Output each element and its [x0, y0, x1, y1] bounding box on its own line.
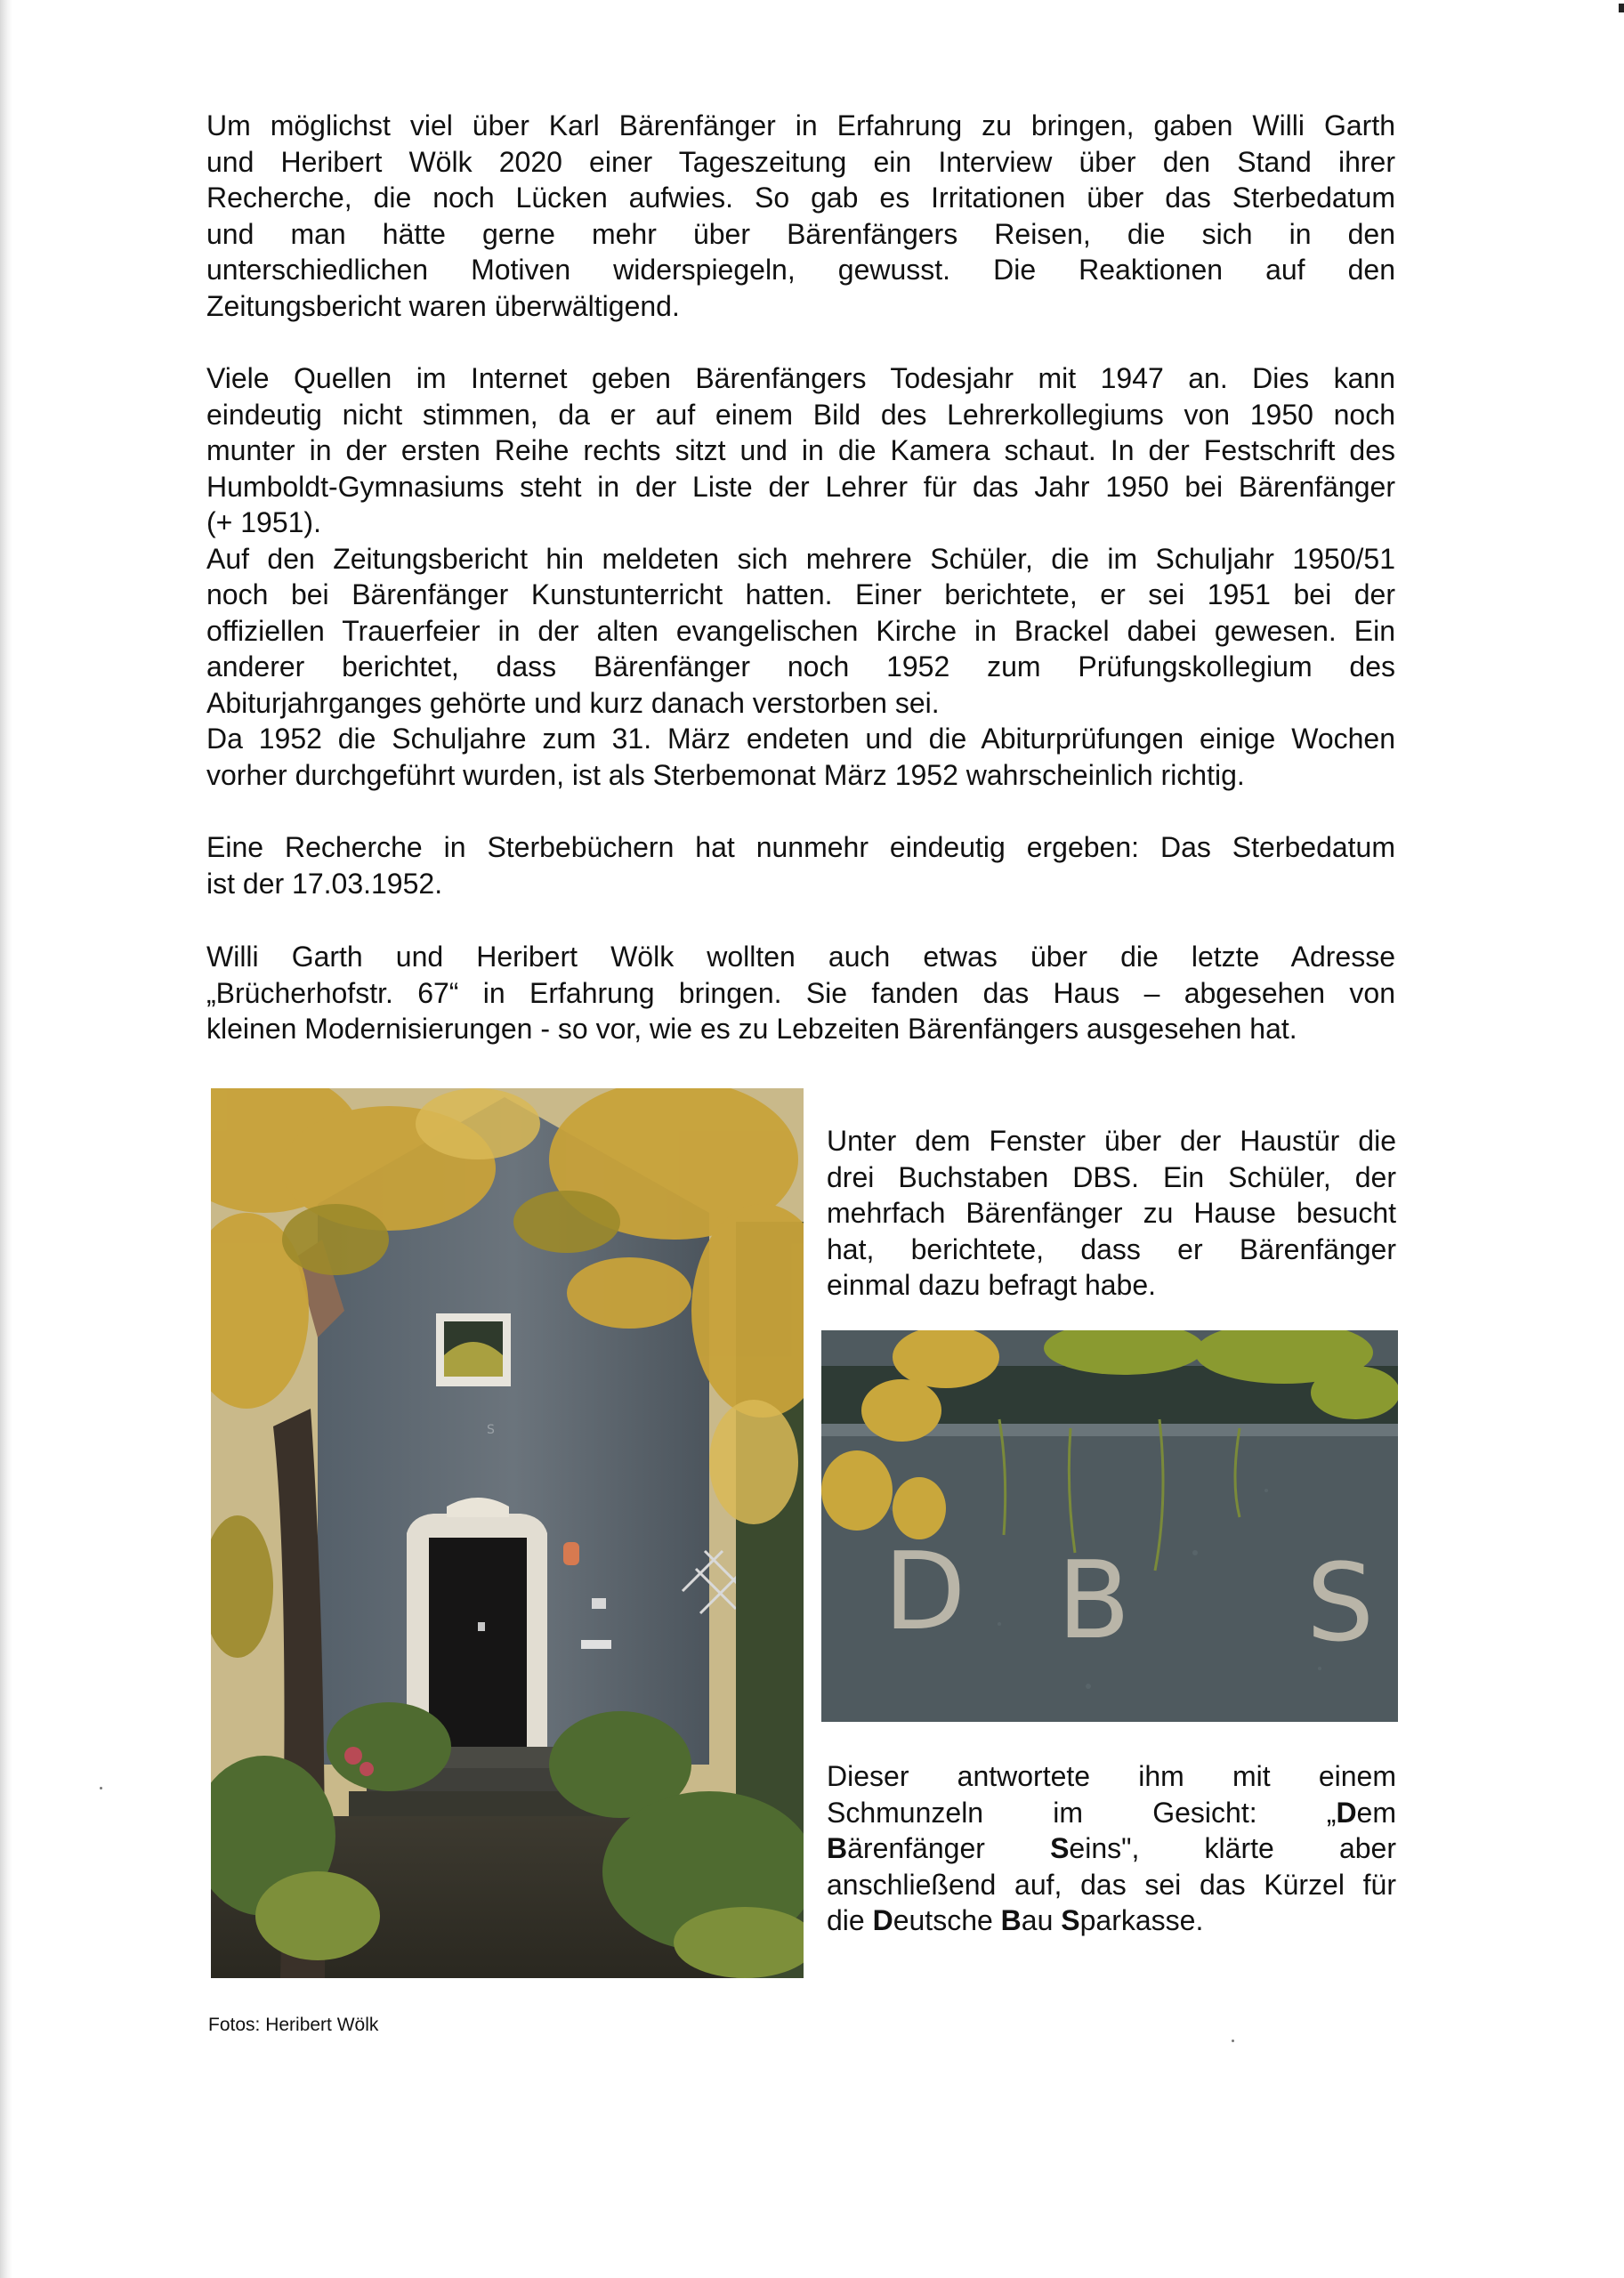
text-line: mehrfach Bärenfänger zu Hause besucht — [827, 1197, 1396, 1229]
text-fragment: eutsche — [893, 1904, 1001, 1936]
text-fragment: eins", klärte aber — [1069, 1832, 1396, 1864]
letter-d: D — [884, 1531, 966, 1654]
house-entrance-photo — [211, 1088, 804, 1978]
text-line: Um möglichst viel über Karl Bärenfänger in Erfahrung zu bringen, gaben Willi Garth — [206, 109, 1395, 141]
text-line: und man hätte gerne mehr über Bärenfängers Reisen, die sich in den — [206, 217, 1395, 250]
text-line: hat, berichtete, dass er Bärenfänger — [827, 1232, 1396, 1265]
text-line: Dieser antwortete ihm mit einem — [827, 1760, 1396, 1792]
scan-edge — [0, 0, 12, 2278]
dbs-letters-photo — [821, 1330, 1398, 1722]
paragraph-interview — [206, 108, 1395, 324]
text-fragment: ärenfänger — [847, 1832, 985, 1864]
text-line: Unter dem Fenster über der Haustür die — [827, 1125, 1396, 1157]
paragraph-death-date — [206, 829, 1395, 901]
text-fragment: die — [827, 1904, 873, 1936]
text-line — [827, 1902, 1396, 1939]
text-line: und Heribert Wölk 2020 einer Tageszeitung ein Interview über den Stand ihrer — [206, 145, 1395, 178]
text-line — [827, 1830, 1396, 1867]
text-fragment: au — [1021, 1904, 1062, 1936]
text-line: anderer berichtet, dass Bärenfänger noch 1952 zum Prüfungskollegium des — [206, 650, 1395, 683]
letter-b: B — [1057, 1539, 1131, 1663]
text-line: Abiturjahrganges gehörte und kurz danach verstorben sei. — [206, 686, 940, 719]
bold-initial: D — [872, 1904, 893, 1936]
text-line: anschließend auf, das sei das Kürzel für — [827, 1868, 1396, 1901]
text-line: ist der 17.03.1952. — [206, 867, 443, 900]
scan-mark — [1619, 4, 1624, 12]
bold-initial: S — [1050, 1832, 1070, 1864]
text-line: eindeutig nicht stimmen, da er auf einem Bild des Lehrerkollegiums von 1950 noch — [206, 398, 1395, 431]
text-line: noch bei Bärenfänger Kunstunterricht hatten. Einer berichtete, er sei 1951 bei der — [206, 578, 1395, 610]
text-line: (+ 1951). — [206, 506, 321, 538]
text-line: Auf den Zeitungsbericht hin meldeten sich mehrere Schüler, die im Schuljahr 1950/51 — [206, 542, 1395, 575]
paragraph-address — [206, 939, 1395, 1047]
text-line: Da 1952 die Schuljahre zum 31. März endeten und die Abiturprüfungen einige Wochen — [206, 723, 1395, 755]
bold-initial: B — [1000, 1904, 1022, 1936]
text-line: Willi Garth und Heribert Wölk wollten auch etwas über die letzte Adresse — [206, 941, 1395, 973]
text-line: Eine Recherche in Sterbebüchern hat nunmehr eindeutig ergeben: Das Sterbedatum — [206, 831, 1395, 863]
text-line: Zeitungsbericht waren überwältigend. — [206, 289, 680, 322]
text-fragment: parkasse. — [1079, 1904, 1204, 1936]
text-line: „Brücherhofstr. 67“ in Erfahrung bringen. Sie fanden das Haus – abgesehen von — [206, 976, 1395, 1009]
letter-s: S — [1306, 1542, 1375, 1666]
text-fragment: Schmunzeln im Gesicht: „ — [827, 1796, 1337, 1829]
text-fragment: em — [1356, 1796, 1396, 1829]
svg-text:S: S — [487, 1423, 495, 1437]
caption-dbs-intro — [827, 1123, 1396, 1304]
text-line: unterschiedlichen Motiven widerspiegeln, gewusst. Die Reaktionen auf den — [206, 254, 1395, 286]
text-line: munter in der ersten Reihe rechts sitzt und in die Kamera schaut. In der Festschrift des — [206, 434, 1395, 466]
caption-dbs-explanation — [827, 1758, 1396, 1939]
scan-dust — [1232, 2040, 1234, 2042]
text-line: drei Buchstaben DBS. Ein Schüler, der — [827, 1160, 1396, 1193]
bold-initial: B — [827, 1832, 848, 1864]
bold-initial: D — [1336, 1796, 1357, 1829]
scan-dust — [100, 1787, 102, 1789]
text-line: offiziellen Trauerfeier in der alten evangelischen Kirche in Brackel dabei gewesen. Ein — [206, 614, 1395, 647]
photo-credit: Fotos: Heribert Wölk — [208, 2015, 379, 2035]
paragraph-death-year — [206, 360, 1395, 793]
bold-initial: S — [1061, 1904, 1080, 1936]
text-line: Viele Quellen im Internet geben Bärenfängers Todesjahr mit 1947 an. Dies kann — [206, 362, 1395, 394]
text-line: kleinen Modernisierungen - so vor, wie es zu Lebzeiten Bärenfängers ausgesehen hat. — [206, 1013, 1297, 1045]
text-line: vorher durchgeführt wurden, ist als Sterbemonat März 1952 wahrscheinlich richtig. — [206, 758, 1245, 791]
text-line: Humboldt-Gymnasiums steht in der Liste der Lehrer für das Jahr 1950 bei Bärenfänger — [206, 470, 1395, 503]
text-line: einmal dazu befragt habe. — [827, 1269, 1157, 1301]
text-line — [827, 1795, 1396, 1831]
text-line: Recherche, die noch Lücken aufwies. So gab es Irritationen über das Sterbedatum — [206, 182, 1395, 214]
